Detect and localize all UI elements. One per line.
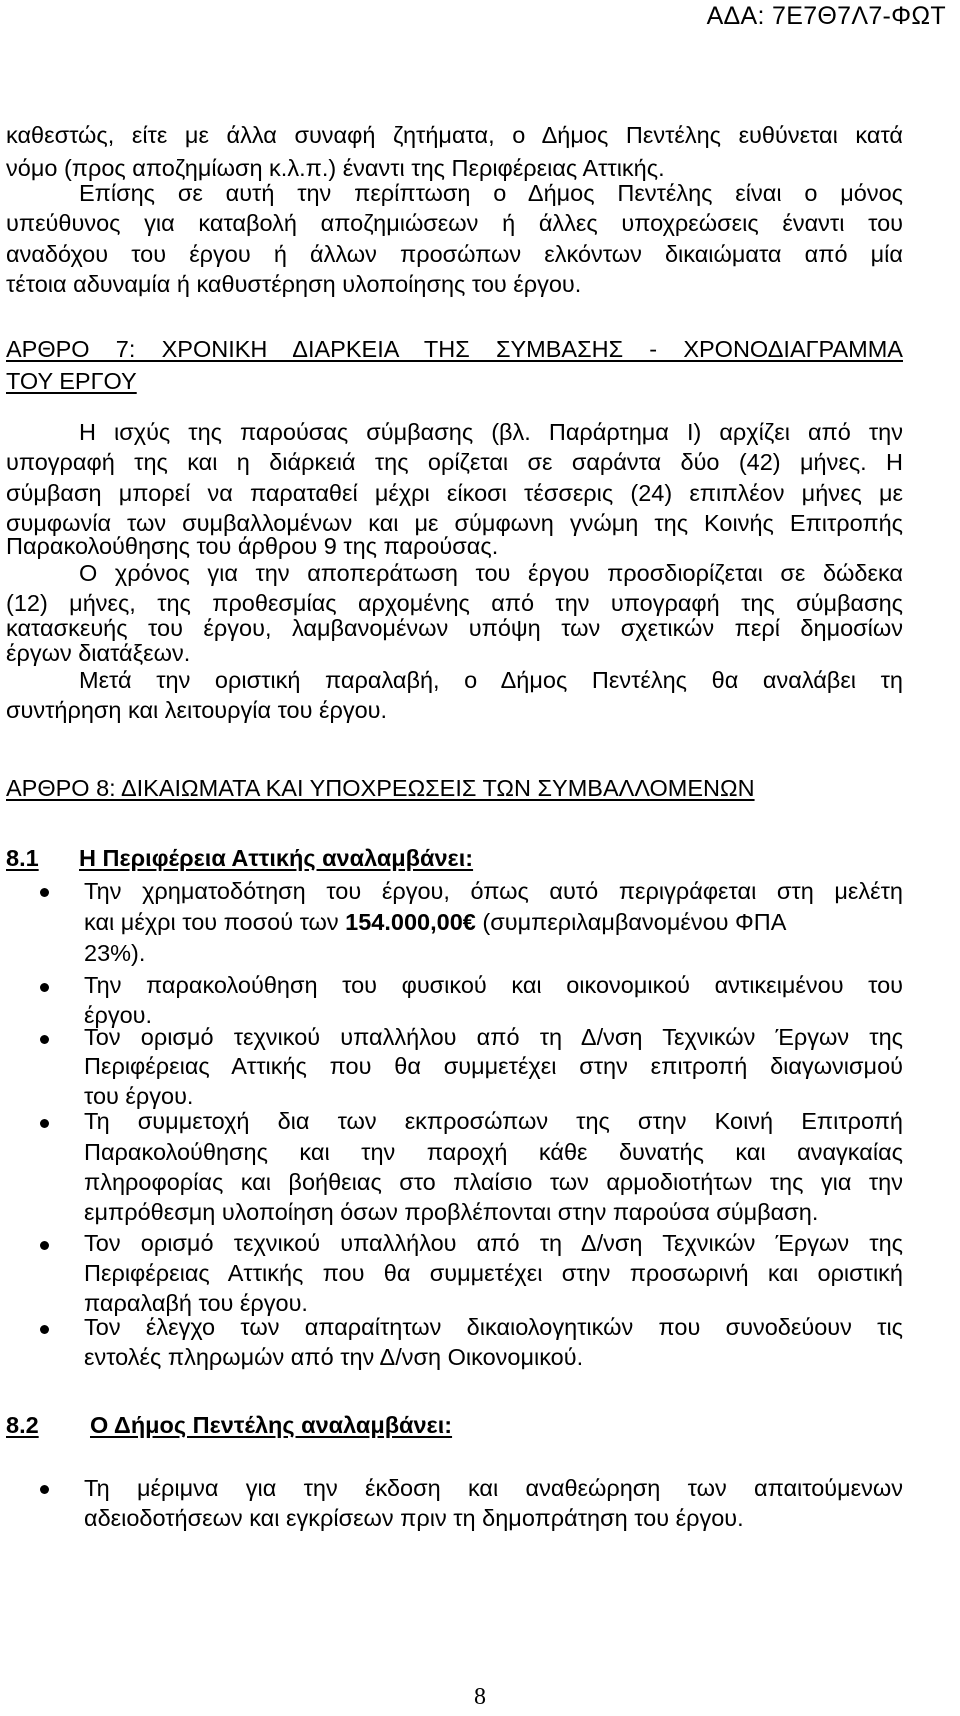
section-8-1-number: 8.1 [6,845,39,871]
bullet-line: Την παρακολούθηση του φυσικού και οικονομικού αντικειμένου του [84,972,903,998]
bullet-icon [40,1035,49,1044]
article7-paragraph-line: συμφωνία των συμβαλλομένων και με σύμφωνη γνώμη της Κοινής Επιτροπής [6,510,903,536]
article7-paragraph-line: υπογραφή της και η διάρκειά της ορίζεται σε σαράντα δύο (42) μήνες. Η [6,449,903,475]
article8-title: ΑΡΘΡΟ 8: ΔΙΚΑΙΩΜΑΤΑ ΚΑΙ ΥΠΟΧΡΕΩΣΕΙΣ ΤΩΝ ΣΥΜΒΑΛΛΟΜΕΝΩΝ [6,775,755,801]
article7-paragraph-line: (12) μήνες, της προθεσμίας αρχομένης από την υπογραφή της σύμβασης [6,590,903,616]
bullet-icon [40,1119,49,1128]
article7-paragraph-line: έργων διατάξεων. [6,640,191,666]
article7-title: ΤΟΥ ΕΡΓΟΥ [6,368,137,394]
section-8-2-title: Ο Δήμος Πεντέλης αναλαμβάνει: [90,1412,453,1438]
article7-title: ΑΡΘΡΟ 7: ΧΡΟΝΙΚΗ ΔΙΑΡΚΕΙΑ ΤΗΣ ΣΥΜΒΑΣΗΣ - ΧΡΟΝΟΔΙΑΓΡΑΜΜΑ [6,336,903,362]
bullet-text: (συμπεριλαμβανομένου ΦΠΑ [482,909,787,935]
bullet-line: έργου. [84,1002,153,1028]
bullet-line: Τον έλεγχο των απαραίτητων δικαιολογητικών που συνοδεύουν τις [84,1314,903,1340]
article7-paragraph-line: συντήρηση και λειτουργία του έργου. [6,697,388,723]
page-number: 8 [474,1684,486,1710]
bullet-line: εντολές πληρωμών από την Δ/νση Οικονομικού. [84,1344,584,1370]
article7-paragraph-line: Μετά την οριστική παραλαβή, ο Δήμος Πεντέλης θα αναλάβει τη [79,667,903,693]
bullet-line: Παρακολούθησης και την παροχή κάθε δυνατής και αναγκαίας [84,1139,903,1165]
article7-paragraph-line: σύμβαση μπορεί να παραταθεί μέχρι είκοσι τέσσερις (24) επιπλέον μήνες με [6,480,903,506]
bullet-line: Περιφέρειας Αττικής που θα συμμετέχει στην επιτροπή διαγωνισμού [84,1053,903,1079]
bullet-text: και μέχρι του ποσού των [84,909,339,935]
bullet-line: Τη μέριμνα για την έκδοση και αναθεώρηση των απαιτούμενων [84,1475,903,1501]
intro-line: νόμο (προς αποζημίωση κ.λ.π.) έναντι της Περιφέρειας Αττικής. [6,155,665,181]
article7-paragraph-line: Παρακολούθησης του άρθρου 9 της παρούσας. [6,533,499,559]
bullet-line: Τη συμμετοχή δια των εκπροσώπων της στην Κοινή Επιτροπή [84,1108,903,1134]
bullet-line: Τον ορισμό τεχνικού υπαλλήλου από τη Δ/νση Τεχνικών Έργων της [84,1024,903,1050]
bullet-icon [40,888,49,897]
amount-value: 154.000,00 [345,909,463,935]
intro-line: αναδόχου του έργου ή άλλων προσώπων ελκόντων δικαιώματα από μία [6,241,903,267]
bullet-line: 23%). [84,940,146,966]
bullet-line: Περιφέρειας Αττικής που θα συμμετέχει στην προσωρινή και οριστική [84,1260,903,1286]
intro-line: καθεστώς, είτε με άλλα συναφή ζητήματα, ο Δήμος Πεντέλης ευθύνεται κατά [6,122,903,148]
ada-code: ΑΔΑ: 7Ε7Θ7Λ7-ΦΩΤ [706,2,946,30]
bullet-line: του έργου. [84,1083,194,1109]
article7-paragraph-line: κατασκευής του έργου, λαμβανομένων υπόψη των σχετικών περί δημοσίων [6,615,903,641]
bullet-icon [40,983,49,992]
bullet-line: πληροφορίας και βοήθειας στο πλαίσιο των αρμοδιοτήτων της για την [84,1169,903,1195]
bullet-line: Την χρηματοδότηση του έργου, όπως αυτό περιγράφεται στη μελέτη [84,878,903,904]
intro-line: υπεύθυνος για καταβολή αποζημιώσεων ή άλλες υποχρεώσεις έναντι του [6,210,903,236]
intro-line: τέτοια αδυναμία ή καθυστέρηση υλοποίησης του έργου. [6,271,582,297]
bullet-icon [40,1485,49,1494]
bullet-line: εμπρόθεσμη υλοποίηση όσων προβλέπονται στην παρούσα σύμβαση. [84,1199,819,1225]
article7-paragraph-line: Η ισχύς της παρούσας σύμβασης (βλ. Παράρτημα Ι) αρχίζει από την [79,419,903,445]
bullet-line [84,906,903,939]
article7-paragraph-line: Ο χρόνος για την αποπεράτωση του έργου προσδιορίζεται σε δώδεκα [79,560,903,586]
bullet-line: αδειοδοτήσεων και εγκρίσεων πριν τη δημοπράτηση του έργου. [84,1505,744,1531]
bullet-icon [40,1325,49,1334]
bullet-line: Τον ορισμό τεχνικού υπαλλήλου από τη Δ/νση Τεχνικών Έργων της [84,1230,903,1256]
bullet-line: παραλαβή του έργου. [84,1290,308,1316]
section-8-2-number: 8.2 [6,1412,39,1438]
euro-sign: € [462,909,476,935]
section-8-1-title: Η Περιφέρεια Αττικής αναλαμβάνει: [79,845,474,871]
bullet-icon [40,1241,49,1250]
intro-line: Επίσης σε αυτή την περίπτωση ο Δήμος Πεντέλης είναι ο μόνος [79,180,903,206]
